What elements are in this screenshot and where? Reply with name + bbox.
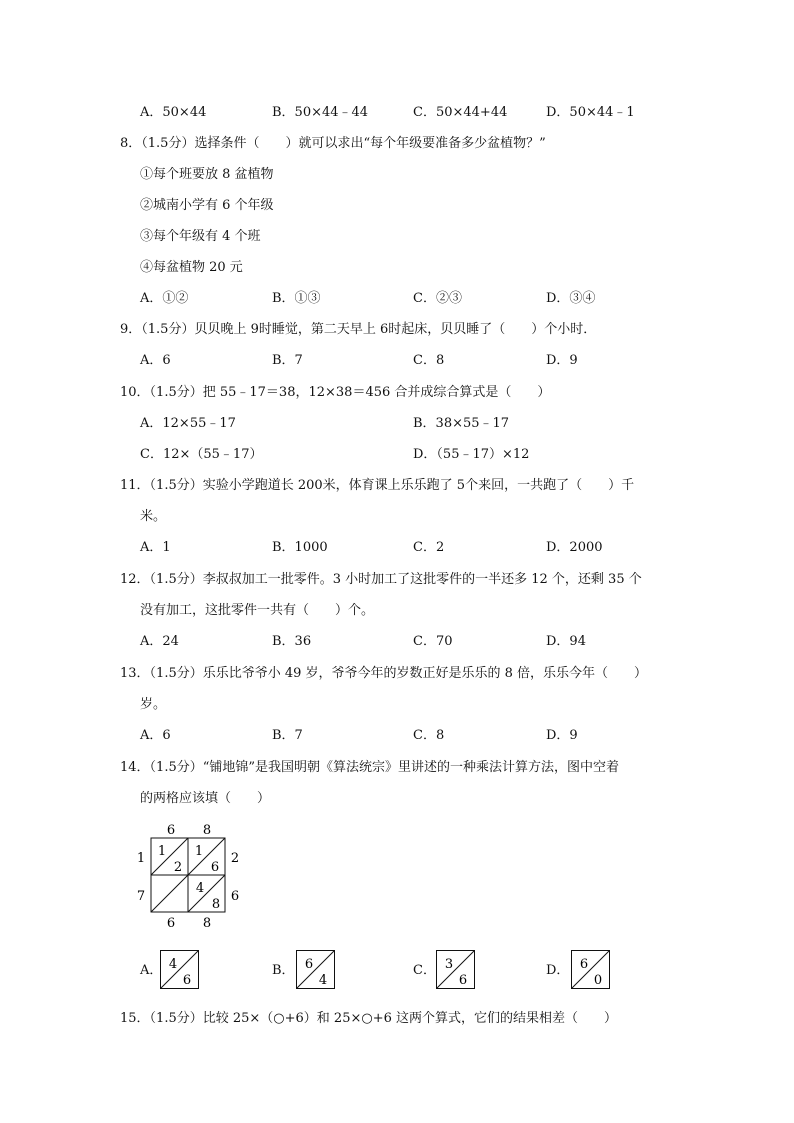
q11-option-c[interactable]: C．2 xyxy=(413,540,445,555)
q14-option-b-cell xyxy=(296,950,336,990)
q10-option-b[interactable]: B．38×55﹣17 xyxy=(413,416,510,431)
q9-option-b[interactable]: B．7 xyxy=(272,353,303,368)
q14-option-a-cell xyxy=(160,950,200,990)
lattice-cell-2-lower: 6 xyxy=(210,860,220,875)
q14-stem-line2: 的两格应该填（ ） xyxy=(140,791,271,806)
lattice-cell-1-lower: 2 xyxy=(173,860,183,875)
lattice-right-label-2: 6 xyxy=(230,889,240,904)
q8-option-c[interactable]: C．②③ xyxy=(413,291,462,306)
q14-option-c-cell xyxy=(436,950,476,990)
q8-option-b[interactable]: B．①③ xyxy=(272,291,321,306)
q7-option-c[interactable]: C．50×44+44 xyxy=(413,105,508,120)
q14-option-b-upper: 6 xyxy=(304,957,314,972)
q13-option-d[interactable]: D．9 xyxy=(546,728,578,743)
q13-option-a[interactable]: A．6 xyxy=(140,728,171,743)
q14-option-d-cell xyxy=(571,950,611,990)
q7-option-b[interactable]: B．50×44﹣44 xyxy=(272,105,369,120)
q15-stem: 15．（1.5分）比较 25×（○+6）和 25×○+6 这两个算式，它们的结果相差（ ） xyxy=(120,1011,617,1026)
lattice-left-label-1: 1 xyxy=(136,851,146,866)
q7-option-d[interactable]: D．50×44﹣1 xyxy=(546,105,635,120)
q12-option-c[interactable]: C．70 xyxy=(413,634,453,649)
q10-stem: 10．（1.5分）把 55﹣17＝38，12×38＝456 合并成综合算式是（ ） xyxy=(120,385,551,400)
q8-condition-1: ①每个班要放 8 盆植物 xyxy=(140,167,274,182)
q8-option-a[interactable]: A．①② xyxy=(140,291,189,306)
q13-option-c[interactable]: C．8 xyxy=(413,728,445,743)
q8-condition-3: ③每个年级有 4 个班 xyxy=(140,229,261,244)
q9-option-c[interactable]: C．8 xyxy=(413,353,445,368)
q12-stem-line1: 12．（1.5分）李叔叔加工一批零件。3 小时加工了这批零件的一半还多 12 个，还剩 35 个 xyxy=(120,572,642,587)
q14-option-b-label: B． xyxy=(272,963,295,978)
q14-option-d-upper: 6 xyxy=(579,957,589,972)
q10-option-c[interactable]: C．12×（55﹣17） xyxy=(140,447,263,462)
q9-stem: 9．（1.5分）贝贝晚上 9时睡觉，第二天早上 6时起床，贝贝睡了（ ）个小时． xyxy=(120,322,597,337)
q13-stem-line1: 13．（1.5分）乐乐比爷爷小 49 岁，爷爷今年的岁数正好是乐乐的 8 倍，乐乐今年（ ） xyxy=(120,666,648,681)
q14-stem-line1: 14．（1.5分）“铺地锦”是我国明朝《算法统宗》里讲述的一种乘法计算方法，图中空着 xyxy=(120,760,620,775)
q14-option-a-upper: 4 xyxy=(168,957,178,972)
q14-option-a-lower: 6 xyxy=(182,973,192,988)
q8-condition-4: ④每盆植物 20 元 xyxy=(140,260,243,275)
q11-option-b[interactable]: B．1000 xyxy=(272,540,328,555)
lattice-right-label-1: 2 xyxy=(230,851,240,866)
q10-option-d[interactable]: D．（55﹣17）×12 xyxy=(413,447,530,462)
q13-option-b[interactable]: B．7 xyxy=(272,728,303,743)
q11-stem-line1: 11．（1.5分）实验小学跑道长 200米，体育课上乐乐跑了 5个来回，一共跑了（ ）千 xyxy=(120,478,635,493)
q11-option-a[interactable]: A．1 xyxy=(140,540,171,555)
lattice-left-label-2: 7 xyxy=(136,889,146,904)
q14-option-c-upper: 3 xyxy=(444,957,454,972)
q11-option-d[interactable]: D．2000 xyxy=(546,540,603,555)
q14-option-d-label: D． xyxy=(546,963,570,978)
q7-option-a[interactable]: A．50×44 xyxy=(140,105,207,120)
q14-option-c-lower: 6 xyxy=(458,973,468,988)
q13-stem-line2: 岁。 xyxy=(140,697,167,712)
q9-option-d[interactable]: D．9 xyxy=(546,353,578,368)
q8-option-d[interactable]: D．③④ xyxy=(546,291,596,306)
pudijin-lattice-figure xyxy=(134,820,246,930)
q12-stem-line2: 没有加工，这批零件一共有（ ）个。 xyxy=(140,603,375,618)
q9-option-a[interactable]: A．6 xyxy=(140,353,171,368)
lattice-bottom-label-2: 8 xyxy=(202,916,212,930)
q14-option-b-lower: 4 xyxy=(318,973,328,988)
q14-option-a-label: A． xyxy=(140,963,163,978)
lattice-top-label-2: 8 xyxy=(202,823,212,838)
q11-stem-line2: 米。 xyxy=(140,509,167,524)
q14-option-d-lower: 0 xyxy=(593,973,603,988)
lattice-cell-1-upper: 1 xyxy=(157,844,167,859)
lattice-cell-4-upper: 4 xyxy=(195,881,205,896)
q8-stem: 8．（1.5分）选择条件（ ）就可以求出“每个年级要准备多少盆植物？” xyxy=(120,136,546,151)
q12-option-d[interactable]: D．94 xyxy=(546,634,586,649)
q12-option-a[interactable]: A．24 xyxy=(140,634,179,649)
q14-option-c-label: C． xyxy=(413,963,436,978)
lattice-bottom-label-1: 6 xyxy=(166,916,176,930)
q8-condition-2: ②城南小学有 6 个年级 xyxy=(140,198,274,213)
q10-option-a[interactable]: A．12×55﹣17 xyxy=(140,416,236,431)
lattice-cell-2-upper: 1 xyxy=(194,844,204,859)
lattice-top-label-1: 6 xyxy=(166,823,176,838)
lattice-cell-4-lower: 8 xyxy=(211,897,221,912)
q12-option-b[interactable]: B．36 xyxy=(272,634,312,649)
